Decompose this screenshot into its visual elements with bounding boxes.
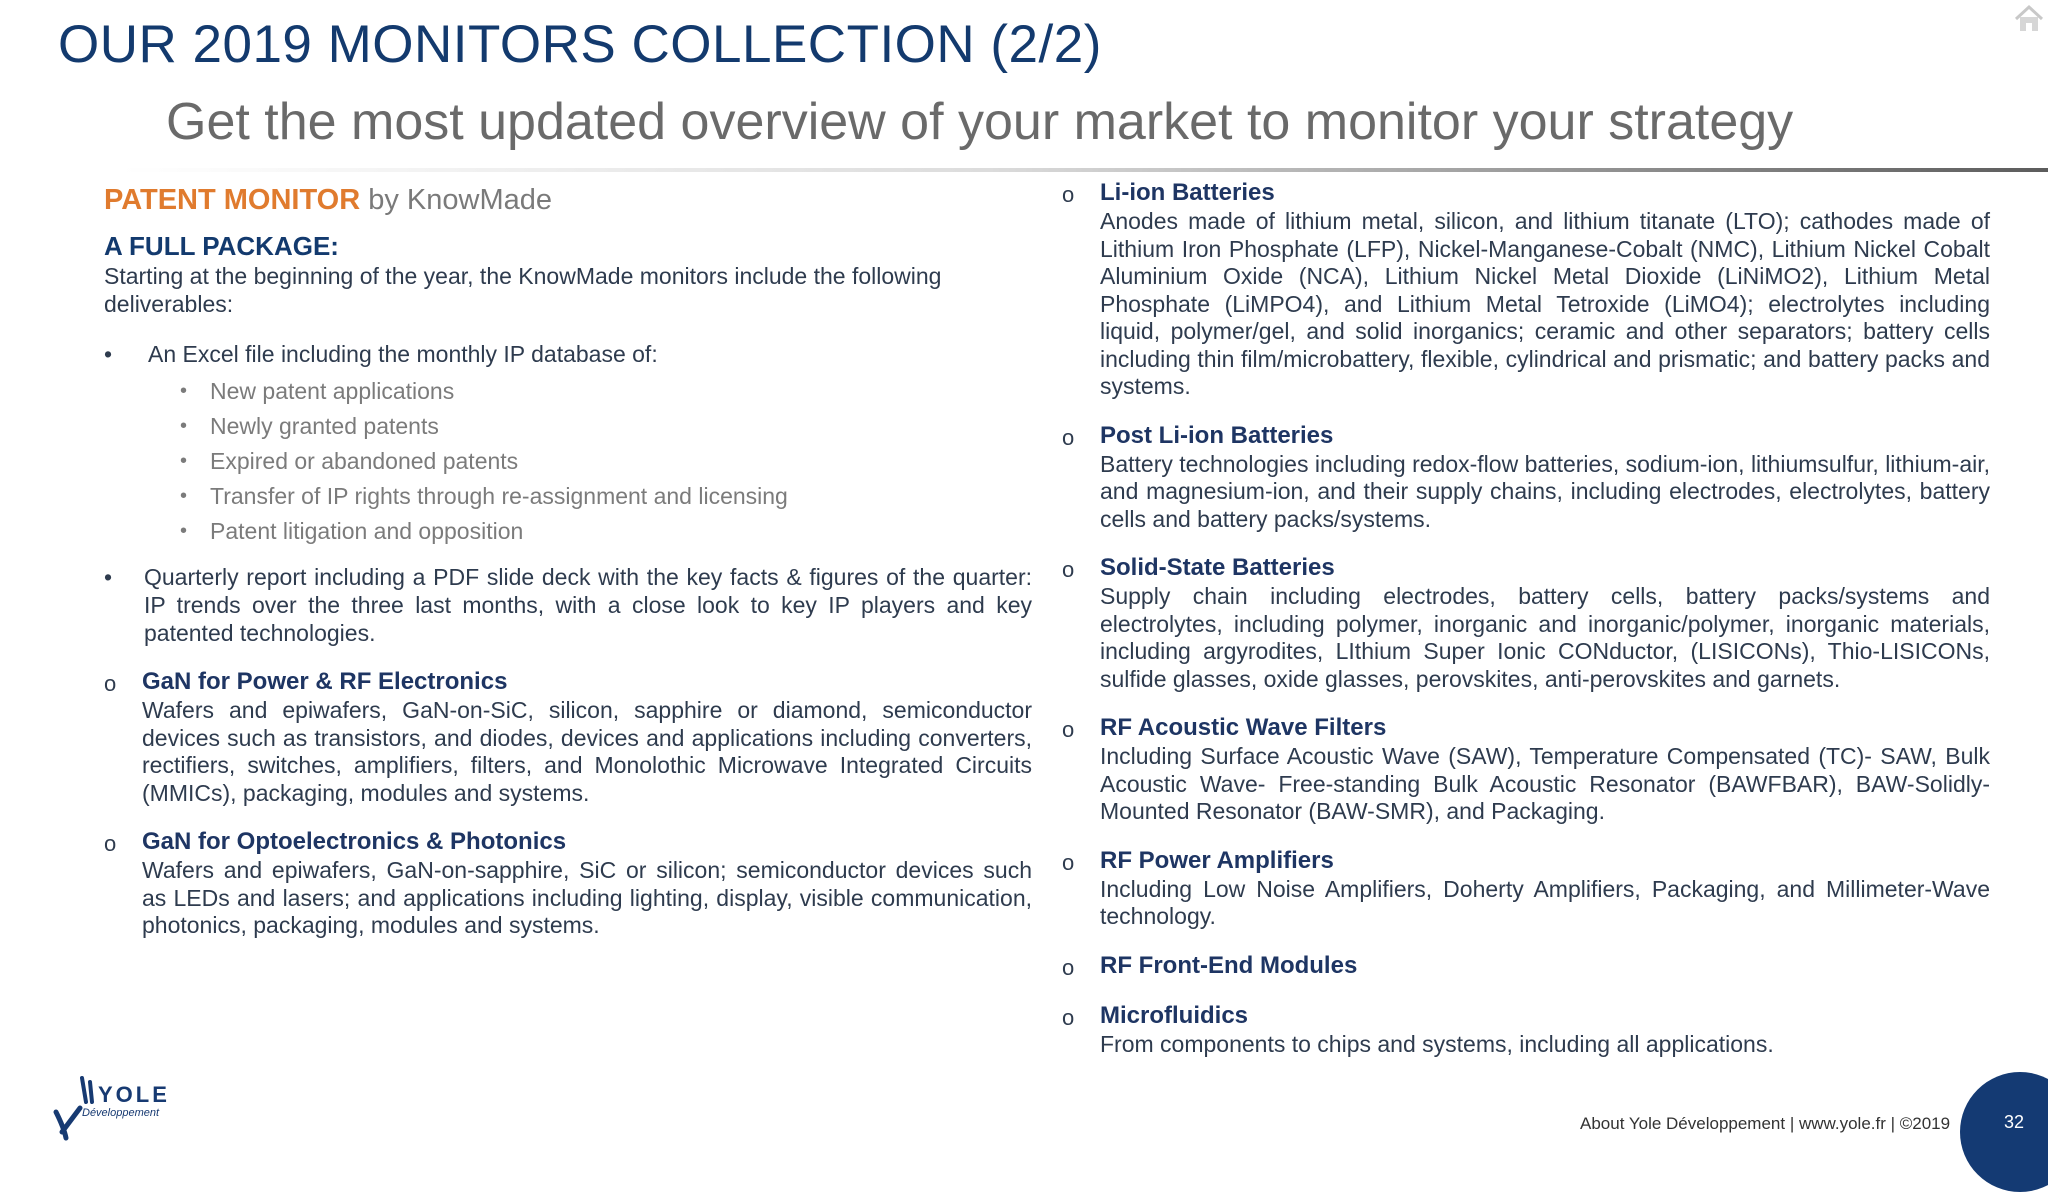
intro-text: Starting at the beginning of the year, the KnowMade monitors include the following deliverables: bbox=[104, 263, 942, 317]
list-item bbox=[180, 374, 1032, 409]
topic-title: Microfluidics bbox=[1100, 1001, 1249, 1029]
bullet-dot: • bbox=[180, 380, 188, 402]
topic-rf-fem bbox=[1062, 951, 1990, 981]
sub-item-text: Transfer of IP rights through re-assignment and licensing bbox=[210, 483, 788, 509]
topic-desc: From components to chips and systems, including all applications. bbox=[1100, 1030, 1774, 1057]
topic-post-li-ion bbox=[1062, 421, 1990, 534]
bullet-dot: • bbox=[180, 450, 188, 472]
list-item bbox=[180, 514, 1032, 549]
deliverable-excel-text: An Excel file including the monthly IP database of: bbox=[148, 341, 658, 367]
circle-bullet-icon: o bbox=[1062, 1004, 1075, 1030]
page-title: OUR 2019 MONITORS COLLECTION (2/2) bbox=[58, 15, 1102, 74]
bullet-dot: • bbox=[180, 485, 188, 507]
bullet-dot: • bbox=[180, 520, 188, 542]
topic-gan-opto bbox=[104, 827, 1032, 940]
monitor-by: by KnowMade bbox=[368, 184, 553, 216]
circle-bullet-icon: o bbox=[1062, 954, 1075, 980]
topic-gan-power bbox=[104, 667, 1032, 807]
right-column bbox=[1062, 178, 1990, 1058]
page-subtitle: Get the most updated overview of your market to monitor your strategy bbox=[166, 93, 1794, 151]
monitor-heading bbox=[104, 178, 1032, 222]
topic-desc: Including Low Noise Amplifiers, Doherty Amplifiers, Packaging, and Millimeter-Wave technology. bbox=[1100, 875, 1990, 929]
home-icon[interactable] bbox=[2013, 2, 2045, 34]
topic-rf-acoustic bbox=[1062, 713, 1990, 826]
list-item bbox=[180, 479, 1032, 514]
package-heading: A FULL PACKAGE: bbox=[104, 231, 339, 261]
page-number: 32 bbox=[2004, 1112, 2025, 1132]
deliverable-report-text: Quarterly report including a PDF slide deck with the key facts & figures of the quarter: IP trends over the three last months, with a close look to key IP players and key patented technologies. bbox=[144, 564, 1032, 646]
topic-title: GaN for Optoelectronics & Photonics bbox=[142, 828, 567, 855]
yole-logo[interactable] bbox=[52, 1072, 202, 1142]
bullet-dot: • bbox=[104, 341, 113, 367]
list-item bbox=[180, 409, 1032, 444]
sub-item-text: Expired or abandoned patents bbox=[210, 448, 519, 474]
deliverable-excel bbox=[104, 340, 1032, 368]
topic-desc: Wafers and epiwafers, GaN-on-SiC, silicon, sapphire or diamond, semiconductor devices such as transistors, and diodes, devices and applications including converters, rectifiers, switches, amplifiers, filters, and Monolothic Microwave Integrated Circuits (MMICs), packaging, modules and systems. bbox=[142, 697, 1032, 806]
topic-desc: Wafers and epiwafers, GaN-on-sapphire, SiC or silicon; semiconductor devices such as LEDs and lasers; and applications including lighting, display, visible communication, photonics, packaging, modules and systems. bbox=[142, 857, 1032, 938]
topic-title: Post Li-ion Batteries bbox=[1100, 421, 1334, 449]
sub-item-text: Newly granted patents bbox=[210, 413, 439, 439]
sub-item-text: Patent litigation and opposition bbox=[210, 518, 524, 544]
topic-solid-state bbox=[1062, 553, 1990, 693]
footer-text: About Yole Développement | www.yole.fr | ©2019 bbox=[1580, 1114, 1951, 1133]
left-column bbox=[104, 178, 1032, 940]
topic-title: RF Power Amplifiers bbox=[1100, 846, 1334, 874]
logo-wordmark: YOLE bbox=[98, 1082, 170, 1107]
topic-li-ion bbox=[1062, 178, 1990, 401]
circle-bullet-icon: o bbox=[104, 831, 117, 856]
topic-desc: Anodes made of lithium metal, silicon, and lithium titanate (LTO); cathodes made of Lithium Iron Phosphate (LFP), Nickel-Manganese-Cobalt (NMC), Lithium Nickel Cobalt Aluminium Oxide (NCA), Lithium Nickel Metal Dioxide (LiNiMO2), Lithium Metal Phosphate (LiMPO4), and Lithium Metal Tetroxide (LiMO4); electrolytes including liquid, polymer/gel, and solid inorganics; ceramic and other separators; battery cells including thin film/microbattery, flexible, cylindrical and prismatic; and battery packs and systems. bbox=[1100, 208, 1990, 399]
topic-desc: Including Surface Acoustic Wave (SAW), Temperature Compensated (TC)- SAW, Bulk Acoustic Wave- Free-standing Bulk Acoustic Resonator (BAWFBAR), BAW-Solidly-Mounted Resonator (BAW-SMR), and Packaging. bbox=[1100, 743, 1990, 824]
monitor-name: PATENT MONITOR bbox=[104, 184, 361, 216]
bullet-dot: • bbox=[180, 415, 188, 437]
topic-title: GaN for Power & RF Electronics bbox=[142, 668, 508, 695]
deliverable-report bbox=[104, 563, 1032, 647]
circle-bullet-icon: o bbox=[1062, 717, 1075, 742]
topic-title: Li-ion Batteries bbox=[1100, 179, 1275, 206]
bullet-dot: • bbox=[104, 564, 113, 590]
sub-item-text: New patent applications bbox=[210, 378, 455, 404]
circle-bullet-icon: o bbox=[1062, 849, 1075, 875]
topic-title: RF Front-End Modules bbox=[1100, 951, 1358, 979]
topic-desc: Battery technologies including redox-flow batteries, sodium-ion, lithiumsulfur, lithium-air, and magnesium-ion, and their supply chains, including electrodes, electrolytes, battery cells and battery packs/systems. bbox=[1100, 450, 1990, 532]
topic-title: RF Acoustic Wave Filters bbox=[1100, 714, 1387, 741]
divider bbox=[120, 168, 2048, 172]
list-item bbox=[180, 444, 1032, 479]
topic-desc: Supply chain including electrodes, battery cells, battery packs/systems and electrolytes, including polymer, inorganic and inorganic/polymer, inorganic materials, including argyrodites, LIthium Super Ionic CONductor, (LISICONs), Thio-LISICONs, sulfide glasses, oxide glasses, perovskites, anti-perovskites and garnets. bbox=[1100, 583, 1990, 692]
topic-microfluidics bbox=[1062, 1001, 1990, 1059]
topic-title: Solid-State Batteries bbox=[1100, 554, 1335, 581]
topic-rf-power bbox=[1062, 846, 1990, 931]
circle-bullet-icon: o bbox=[1062, 182, 1075, 207]
circle-bullet-icon: o bbox=[1062, 557, 1075, 582]
deliverable-sub-list bbox=[104, 374, 1032, 549]
circle-bullet-icon: o bbox=[104, 671, 117, 696]
circle-bullet-icon: o bbox=[1062, 424, 1075, 450]
logo-subtext: Développement bbox=[82, 1107, 160, 1119]
